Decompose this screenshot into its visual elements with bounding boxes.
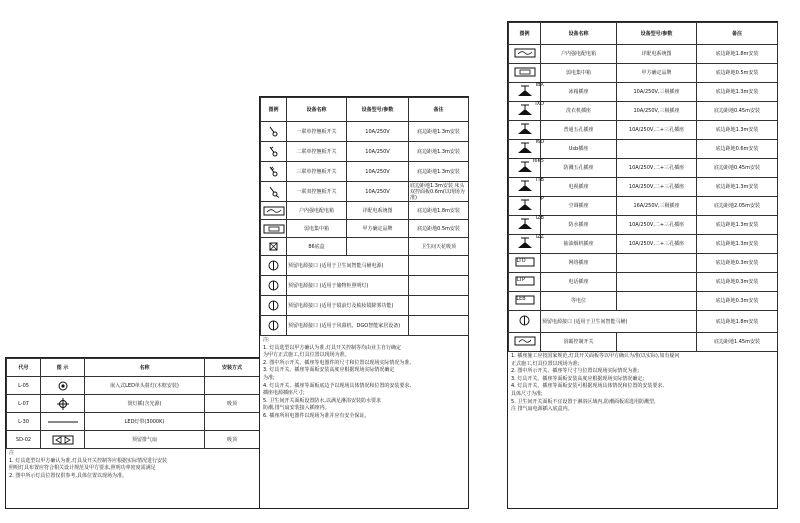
row-name: 电视插座 [541, 178, 617, 197]
table-row [261, 296, 469, 316]
row-name: 预留电源接口 (适用于镜前灯及梳妆镜除雾功能) [287, 296, 409, 316]
row-note [409, 276, 469, 296]
row-name: 防溅五孔插座 [541, 159, 617, 178]
table-row [261, 316, 469, 336]
exhaust-fan-box-icon [510, 336, 539, 348]
note-line: 正式施工,灯具位置以现场为准; [511, 360, 580, 367]
header-mount: 安装方式 [205, 359, 260, 377]
note-line: 5. 卫生间开关面板设置防水,以满足淋浴安装防水要求 [263, 397, 381, 404]
socket-tag-icon [510, 82, 544, 99]
row-name: 筒灯插(含光源) [85, 395, 205, 413]
table-row [509, 159, 778, 178]
middle-notes [260, 336, 468, 422]
table-row [261, 256, 469, 276]
header-model: 设备型号/参数 [347, 98, 409, 122]
table-row [509, 197, 778, 216]
table-row [509, 45, 778, 64]
socket-tag-icon [510, 101, 544, 118]
row-model: 10A/250V,二+三孔插座 [617, 159, 697, 178]
row-name: 等电位 [541, 292, 617, 311]
row-model: 10A/250V,二+三孔插座 [617, 178, 697, 197]
row-model: 10A/250V,三极插座 [617, 102, 697, 121]
air-switch-box-icon [510, 48, 539, 60]
quad-switch-icon [268, 186, 280, 198]
row-note [409, 316, 469, 336]
double-switch-icon [268, 146, 280, 158]
row-model: 10A/250V [347, 122, 409, 142]
outlet-circle-4-icon [268, 320, 279, 331]
icon-tag: I6K5 [532, 158, 544, 164]
row-name: 网络插座 [541, 254, 617, 273]
row-note: 卫生间天花吸顶 [409, 238, 469, 256]
row-note [409, 256, 469, 276]
row-note: 底边距地1.3m安装 [409, 142, 469, 162]
row-model: 甲方确定品牌 [617, 64, 697, 83]
row-mount: 吸顶 [205, 431, 260, 449]
note-line: 4. 灯具开关、插座等面板安装可根据现场具体情况和位置的安装要求, [511, 383, 664, 390]
row-name: Usb插座 [541, 140, 617, 159]
header-name: 名称 [85, 359, 205, 377]
header-icon: 图例 [509, 23, 541, 45]
row-code: SD-02 [7, 431, 41, 449]
box-tag-icon [510, 256, 539, 270]
row-model [617, 140, 697, 159]
row-code: L-30 [7, 413, 41, 431]
row-model [617, 292, 697, 311]
row-name: 浴霸控制开关 [541, 333, 617, 352]
row-note: 底边距地1.3m安装 [697, 121, 778, 140]
row-name: 抽油烟机插座 [541, 235, 617, 254]
middle-legend-sheet [259, 96, 469, 509]
weak-box-icon [510, 67, 539, 79]
header-name: 设备名称 [287, 98, 347, 122]
note-line: 防潮,排气扇安装接入插座内。 [263, 405, 330, 412]
note-line: 6. 插座所用电器件以现场为准并应有安全保证。 [263, 412, 370, 419]
outlet-circle-1-icon [510, 315, 539, 328]
row-model: 10A/250V [347, 182, 409, 202]
header-code: 代号 [7, 359, 41, 377]
row-note: 底边距地0.5m安装 [409, 220, 469, 238]
row-mount [205, 413, 260, 431]
table-row [509, 83, 778, 102]
header-icon: 图例 [261, 98, 287, 122]
box-tag-icon [510, 275, 539, 289]
socket-tag-icon [510, 215, 544, 232]
row-name: 86底盒 [287, 238, 347, 256]
small-notes [6, 449, 259, 481]
row-name: 洗衣机插座 [541, 102, 617, 121]
note-line: 插座电源插座尺寸; [263, 390, 305, 397]
line-strip-icon [48, 419, 78, 425]
row-note: 底边距地1.8m安装 [697, 311, 778, 333]
outlet-circle-1-icon [268, 260, 279, 271]
weak-box-icon [263, 224, 285, 234]
icon-tag: IP [539, 196, 544, 202]
table-row [509, 216, 778, 235]
header-icon: 图 示 [41, 359, 85, 377]
row-note: 底边距地1.45m安装 [697, 333, 778, 352]
row-model: 10A/250V,二+三孔插座 [617, 235, 697, 254]
table-row [261, 238, 469, 256]
table-row [509, 311, 778, 333]
table-row [509, 121, 778, 140]
cross-circle-lamp-icon [57, 398, 69, 410]
header-name: 设备名称 [541, 23, 617, 45]
note-line: 4. 灯具开关、插座等面板底边予以现场具体情况和位置的安装要求, [263, 382, 411, 389]
small-legend-sheet [5, 357, 260, 509]
note-line: 注 排气扇电源插入底盒内。 [511, 406, 573, 413]
row-model: 详配电系统图 [617, 45, 697, 64]
air-switch-box-icon [263, 206, 285, 216]
header-note: 备注 [409, 98, 469, 122]
note-line: 2. 图中所示开关、插座等电器件的尺寸和位置以现场实际情况为准, [263, 359, 411, 366]
outlet-circle-2-icon [268, 280, 279, 291]
note-line: 2. 图中所示灯具位置仅供参考,具体位置以现场为准。 [9, 472, 127, 479]
row-model [617, 333, 697, 352]
icon-tag: LTP [516, 277, 526, 283]
note-line: 5. 卫生间开关面板不宜设置于淋浴区域内,防潮面板需选用防溅型, [511, 398, 656, 405]
row-note: 底边距地0.45m安装 [697, 102, 778, 121]
row-name: LED灯带(3000K) [85, 413, 205, 431]
icon-tag: IZB [535, 215, 544, 221]
row-model: 10A/250V [347, 142, 409, 162]
table-row [7, 431, 260, 449]
row-note: 底边距地1.3m安装 [697, 178, 778, 197]
row-model: 10A/250V [347, 162, 409, 182]
row-note: 底边距地1.3m安装 [409, 122, 469, 142]
row-model: 详配电系统图 [347, 202, 409, 220]
row-note: 底边距地0.5m安装 [697, 64, 778, 83]
row-name: 预留电源接口 (适用于风幕机、DGO智能家居设备) [287, 316, 409, 336]
socket-tag-icon [510, 158, 544, 175]
icon-tag: IZZ [535, 234, 544, 240]
notes-title: 注: [263, 337, 270, 343]
icon-tag: I6U [535, 139, 544, 145]
row-name: 普通五孔插座 [541, 121, 617, 140]
row-model [347, 238, 409, 256]
row-name: 预留排气扇 [85, 431, 205, 449]
row-name: 二联单控翘板开关 [287, 142, 347, 162]
table-row [261, 142, 469, 162]
row-name: 空调插座 [541, 197, 617, 216]
table-row [261, 202, 469, 220]
note-line: 1. 灯具选型以甲方确认为准,灯具及开关控制等应根据实际情况进行安装 [9, 457, 167, 464]
row-model [617, 273, 697, 292]
table-row [509, 292, 778, 311]
header-note: 备注 [697, 23, 778, 45]
socket-tag-icon [510, 139, 544, 156]
table-row [509, 64, 778, 83]
row-name: 一联双控翘板开关 [287, 182, 347, 202]
triple-switch-icon [268, 166, 280, 178]
icon-tag: LEB [516, 296, 526, 302]
row-note: 底边距地1.3m安装 [697, 216, 778, 235]
table-row [7, 395, 260, 413]
row-code: L-07 [7, 395, 41, 413]
note-line: 为准; [263, 374, 275, 381]
socket-tag-icon [510, 234, 544, 251]
note-line: 3. 灯具开关、插座等面板安装高度应根据现场实际情况确定 [263, 367, 395, 374]
row-note: 底边距地0.6m安装 [697, 140, 778, 159]
junction-box-icon [269, 242, 278, 251]
row-note [409, 296, 469, 316]
row-note: 底边距地1.3m安装 [697, 83, 778, 102]
row-code: L-05 [7, 377, 41, 395]
row-model: 甲方确定品牌 [347, 220, 409, 238]
row-note: 底边距地1.8m安装 [697, 45, 778, 64]
row-name: 弱电集中箱 [287, 220, 347, 238]
row-note: 底边距地1.3m安装 床头双控面板0.6m(以现场为准) [409, 182, 469, 202]
socket-tag-icon [510, 196, 544, 213]
row-model [617, 254, 697, 273]
icon-tag: LTO [516, 258, 526, 264]
downlight-circle-icon [58, 381, 68, 391]
note-line: 具体尺寸为准; [511, 390, 543, 397]
socket-tag-icon [510, 177, 544, 194]
row-note: 底边距地0.45m安装 [697, 159, 778, 178]
row-note: 底边距地0.3m安装 [697, 273, 778, 292]
row-name: 三联单控翘板开关 [287, 162, 347, 182]
table-row [509, 178, 778, 197]
table-row [261, 182, 469, 202]
note-line: 3. 灯具开关、插座等面板安装高度应根据现场实际情况确定; [511, 375, 645, 382]
row-mount: 吸顶 [205, 395, 260, 413]
table-row [261, 162, 469, 182]
small-table-header [7, 359, 260, 377]
row-name: 冰箱插座 [541, 83, 617, 102]
note-line: 2. 图中所示开关、插座等尺寸与位置以现场实际情况为准; [511, 368, 640, 375]
row-name: 户内强电配电箱 [541, 45, 617, 64]
table-row [7, 377, 260, 395]
note-line: 1. 插座施工应按国家规范,灯具开关面板等以甲方确认为准(以实际),如有疑问 [511, 353, 680, 359]
row-model: 16A/250V,三极插座 [617, 197, 697, 216]
middle-legend-table [260, 97, 469, 336]
outlet-circle-3-icon [268, 300, 279, 311]
header-model: 设备型号/参数 [617, 23, 697, 45]
table-row [509, 333, 778, 352]
row-note: 底边距地1.3m安装 [409, 162, 469, 182]
row-note: 底边距地0.3m安装 [697, 254, 778, 273]
icon-tag: IXD [535, 101, 544, 107]
row-name: 防水插座 [541, 216, 617, 235]
socket-tag-icon [510, 123, 539, 137]
icon-tag: ITB [536, 177, 544, 183]
row-note: 底边距地2.05m安装 [697, 197, 778, 216]
row-name: 嵌入式LED单头射灯(木框安装) [85, 377, 205, 395]
row-note: 底边距地0.3m安装 [697, 292, 778, 311]
small-legend-table [6, 358, 260, 449]
right-legend-sheet [507, 21, 778, 509]
row-name: 预留电源接口 (适用于储物柜照明灯) [287, 276, 409, 296]
table-row [509, 140, 778, 159]
table-row [261, 122, 469, 142]
row-note: 底边距地1.3m安装 [697, 235, 778, 254]
table-row [7, 413, 260, 431]
box-tag-icon [510, 294, 539, 308]
note-line: 照明灯具布置应符合相关设计规范及甲方要求,照明功率密度需满足 [9, 465, 156, 472]
row-name: 预留电源接口 (适用于卫生间智能马桶) [541, 311, 697, 333]
note-line: 为甲方正式施工,灯具位置以现场为准。 [263, 352, 350, 359]
right-notes [508, 352, 777, 415]
table-row [509, 254, 778, 273]
row-model: 10A/250V,二+三孔插座 [617, 121, 697, 140]
exhaust-fan-box-icon [52, 435, 74, 445]
row-model: 10A/250V,三极插座 [617, 83, 697, 102]
row-name: 弱电集中箱 [541, 64, 617, 83]
row-note: 底边距地1.8m安装 [409, 202, 469, 220]
middle-table-header [261, 98, 469, 122]
table-row [509, 102, 778, 121]
table-row [509, 235, 778, 254]
note-line: 1. 灯具选型以甲方确认为准,灯具开关控制等均由业主自行确定 [263, 344, 401, 351]
icon-tag: IBX [535, 82, 544, 88]
table-row [509, 273, 778, 292]
notes-title: 注 [9, 450, 15, 456]
single-switch-icon [268, 126, 280, 138]
row-name: 预留电源接口 (适用于卫生间智能马桶电源) [287, 256, 409, 276]
right-legend-table [508, 22, 778, 352]
right-table-header [509, 23, 778, 45]
row-name: 电话插座 [541, 273, 617, 292]
row-name: 一联单控翘板开关 [287, 122, 347, 142]
table-row [261, 276, 469, 296]
row-mount [205, 377, 260, 395]
row-model: 10A/250V,二+三孔插座 [617, 216, 697, 235]
row-name: 户内强电配电箱 [287, 202, 347, 220]
table-row [261, 220, 469, 238]
